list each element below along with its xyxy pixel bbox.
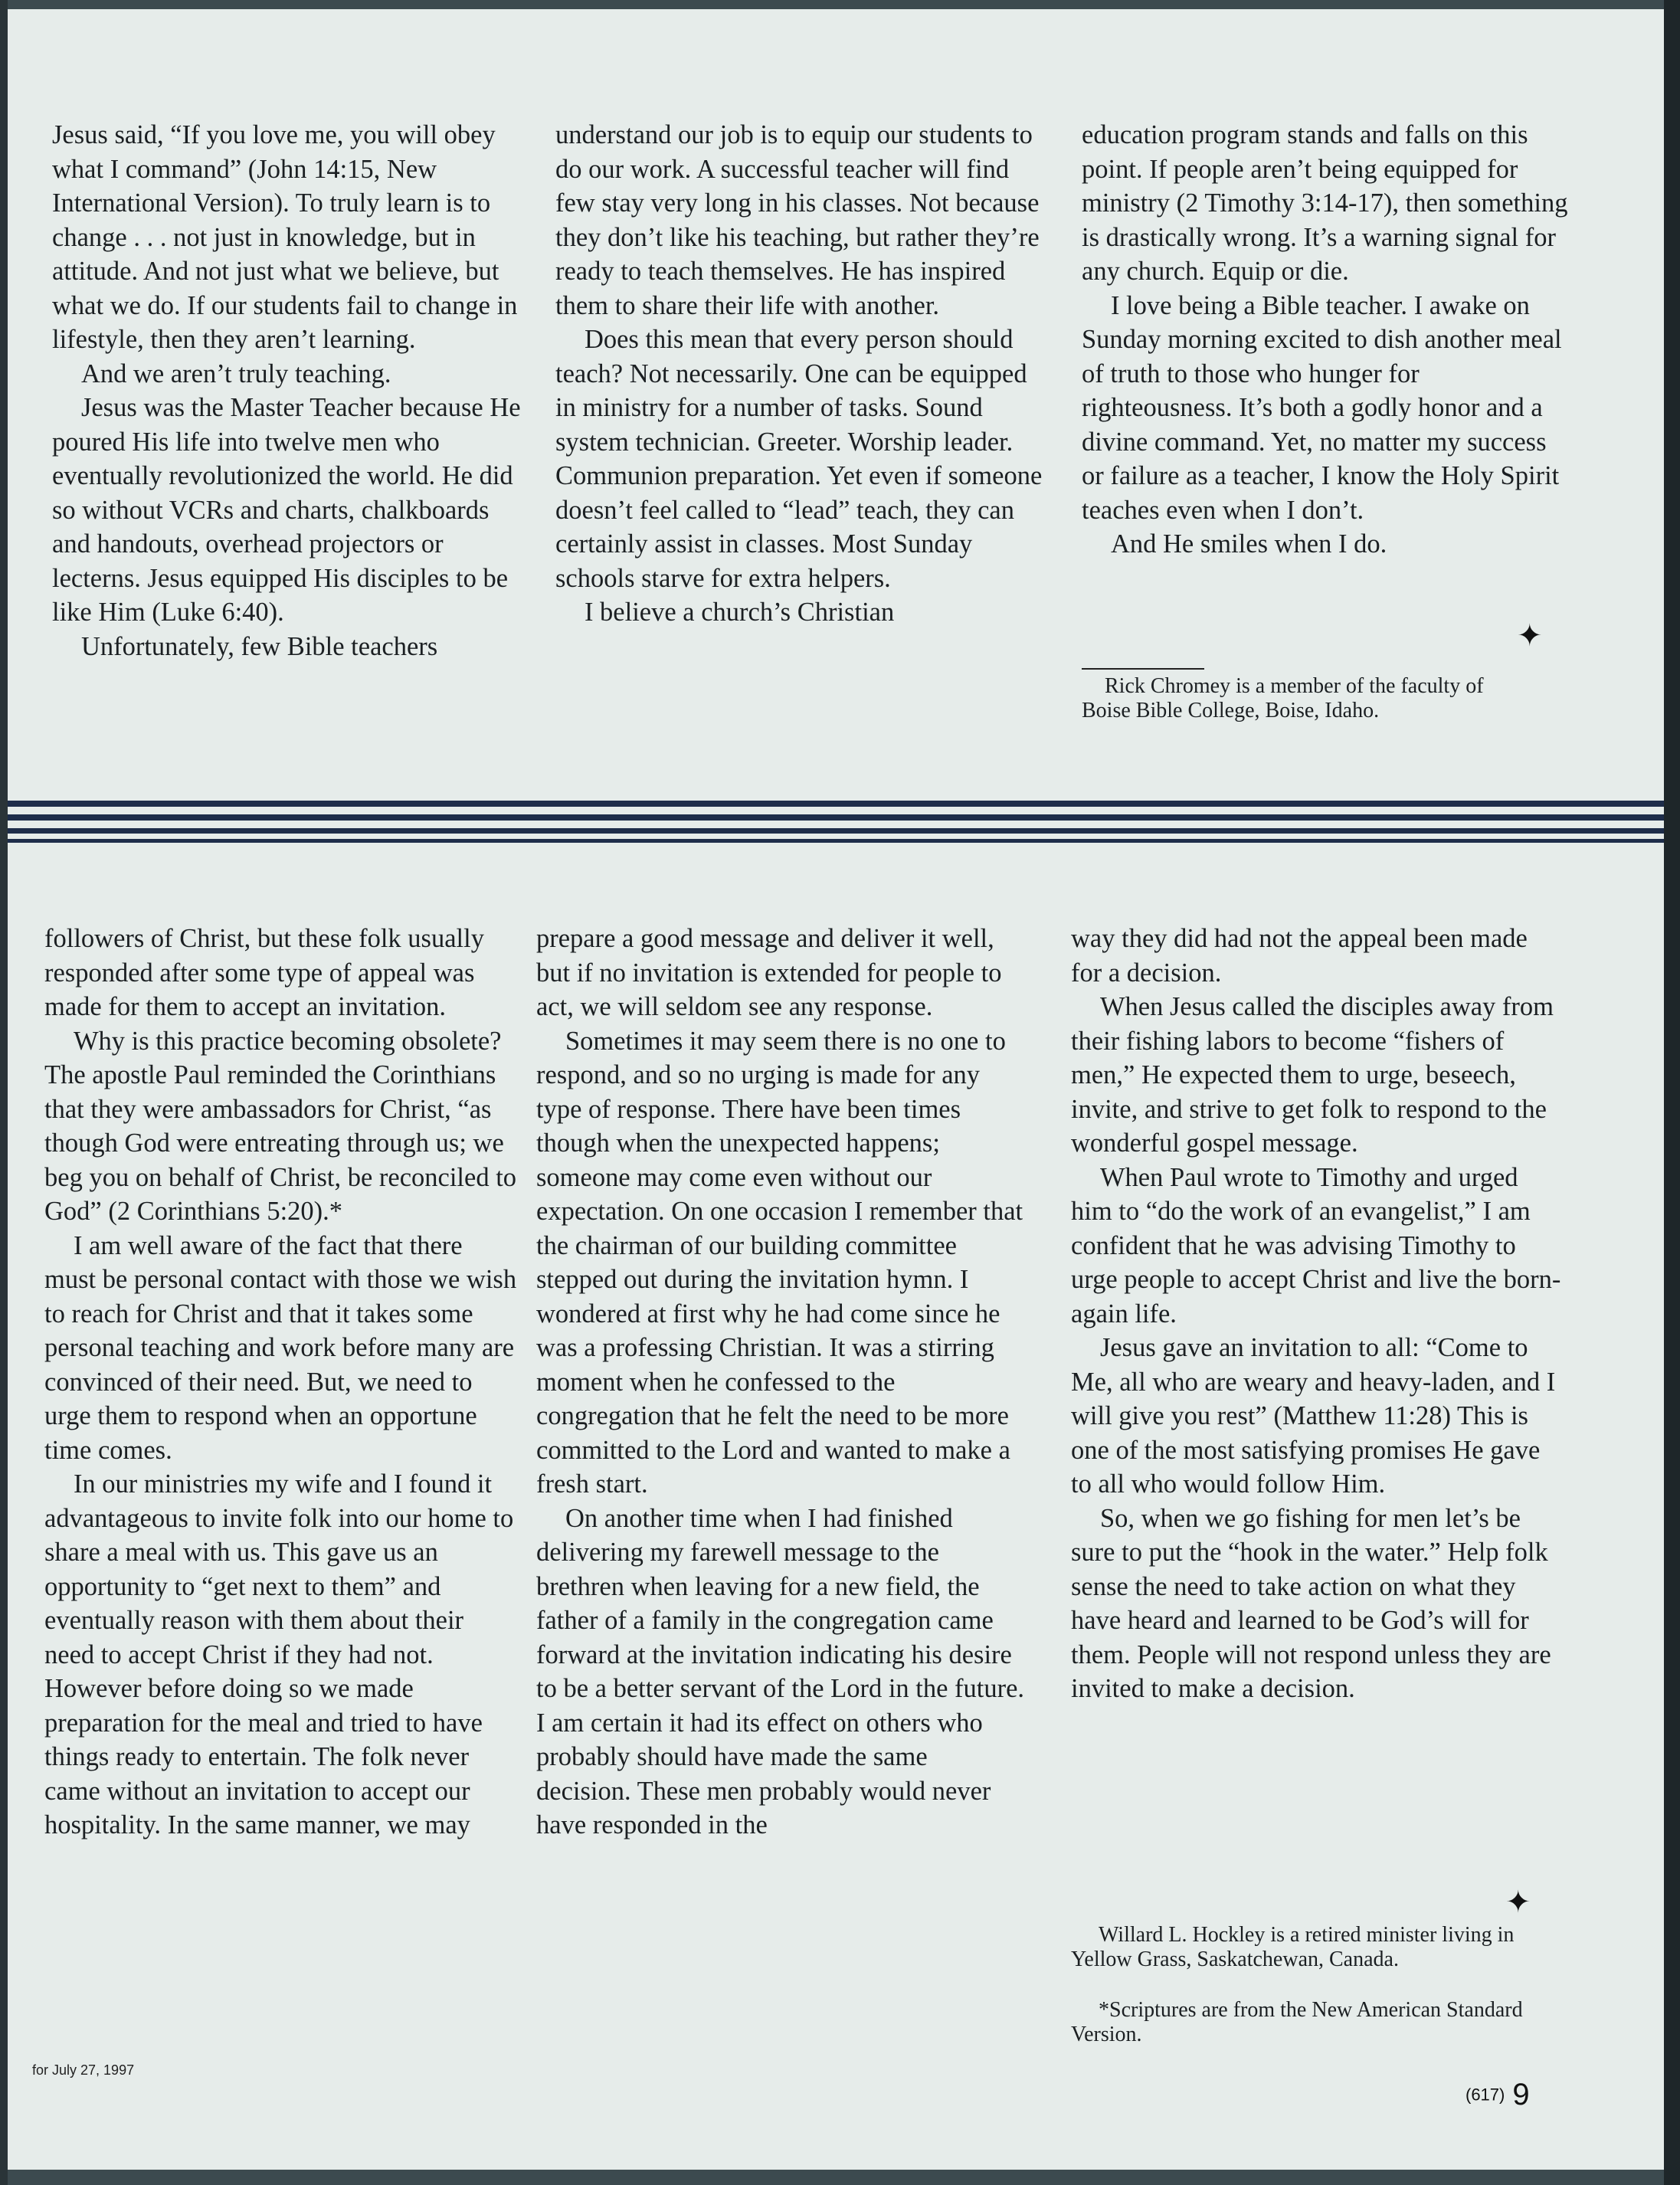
end-mark-icon: ✦: [1505, 1885, 1531, 1920]
bio-divider: [1082, 668, 1204, 670]
section-divider: [8, 801, 1664, 847]
page-gutter-shadow: [0, 0, 8, 2185]
paragraph: Does this mean that every person should teach? Not necessarily. One can be equipped in ministry for a number of tasks. Sound system technician. Greeter. Worship leader. Communion preparation. Yet even if someone doesn’t feel called to “lead” teach, they can certainly assist in classes. Most Sunday schools starve for extra helpers.: [555, 325, 1043, 593]
paragraph: On another time when I had finished delivering my farewell message to the brethren when leaving for a new field, the father of a family in the congregation came forward at the invitation indicating his desire to be a better servant of the Lord in the future. I am certain it had its effect on others who probably should have made the same decision. These men probably would never have responded in the: [536, 1503, 1025, 1839]
paragraph: Unfortunately, few Bible teachers: [80, 631, 438, 661]
scripture-footnote: *Scriptures are from the New American Standard Version.: [1071, 1998, 1523, 2046]
paragraph: education program stands and falls on this point. If people aren’t being equipped for ministry (2 Timothy 3:14-17), then something is drastically wrong. It’s a warning signal for any church. Equip or die.: [1082, 120, 1568, 286]
paragraph: And He smiles when I do.: [1110, 529, 1387, 559]
paragraph: Why is this practice becoming obsolete? The apostle Paul reminded the Corinthians that they were ambassadors for Christ, “as though God were entreating through us; we beg you on behalf of Christ, be reconciled to God” (2 Corinthians 5:20).*: [44, 1026, 517, 1226]
paragraph: I love being a Bible teacher. I awake on Sunday morning excited to dish another meal of truth to those who hunger for righteousness. It’s both a godly honor and a divine command. Yet, no matter my success or failure as a teacher, I know the Holy Spirit teaches even when I don’t.: [1082, 290, 1562, 525]
article-bottom-column-2: [536, 922, 1027, 1843]
article-bottom-column-3: [1071, 922, 1561, 1706]
paragraph: Sometimes it may seem there is no one to respond, and so no urging is made for any type of response. There have been times though when the unexpected happens; someone may come even without our expectation. On one occasion I remember that the chairman of our building committee stepped out during the invitation hymn. I wondered at first why he had come since he was a professing Christian. It was a stirring moment when he confessed to the congregation that he felt the need to be more committed to the Lord and wanted to make a fresh start.: [536, 1026, 1023, 1499]
author-bio-bottom: Willard L. Hockley is a retired minister living in Yellow Grass, Saskatchewan, Canada.: [1071, 1923, 1515, 1971]
author-bio-top: Rick Chromey is a member of the faculty of Boise Bible College, Boise, Idaho.: [1082, 674, 1484, 722]
page-number: 9: [1512, 2078, 1530, 2111]
paragraph: In our ministries my wife and I found it advantageous to invite folk into our home to share a meal with us. This gave us an opportunity to “get next to them” and eventually reason with them about their need to accept Christ if they had not. However before doing so we made preparation for the meal and tried to have things ready to entertain. The folk never came without an invitation to accept our hospitality. In the same manner, we may: [44, 1469, 514, 1839]
paragraph: I believe a church’s Christian: [584, 598, 895, 627]
issue-date: for July 27, 1997: [32, 2062, 135, 2078]
folio-code: (617): [1465, 2085, 1505, 2105]
paragraph: So, when we go fishing for men let’s be sure to put the “hook in the water.” Help folk sense the need to take action on what they have heard and learned to be God’s will for them. People will not respond unless they are invited to make a decision.: [1071, 1503, 1551, 1703]
page-folio: [1465, 2078, 1530, 2112]
paragraph: When Paul wrote to Timothy and urged him to “do the work of an evangelist,” I am confident that he was advising Timothy to urge people to accept Christ and live the born-again life.: [1071, 1162, 1561, 1328]
article-top-column-3: [1082, 118, 1572, 562]
paragraph: followers of Christ, but these folk usually responded after some type of appeal was made for them to accept an invitation.: [44, 924, 484, 1021]
paragraph: Jesus was the Master Teacher because He poured His life into twelve men who eventually revolutionized the world. He did so without VCRs and charts, chalkboards and handouts, overhead projectors or lecterns. Jesus equipped His disciples to be like Him (Luke 6:40).: [52, 393, 521, 627]
paragraph: Jesus said, “If you love me, you will obey what I command” (John 14:15, New International Version). To truly learn is to change . . . not just in knowledge, but in attitude. And not just what we believe, but what we do. If our students fail to change in lifestyle, then they aren’t learning.: [52, 120, 518, 354]
paragraph: And we aren’t truly teaching.: [80, 359, 391, 388]
magazine-page: [8, 9, 1664, 2170]
page-edge-shadow: [1664, 0, 1680, 2185]
paragraph: Jesus gave an invitation to all: “Come to Me, all who are weary and heavy-laden, and I will give you rest” (Matthew 11:28) This is one of the most satisfying promises He gave to all who would follow Him.: [1071, 1333, 1556, 1499]
article-bottom-column-1: [44, 922, 519, 1843]
paragraph: When Jesus called the disciples away from their fishing labors to become “fishers of men,” He expected them to urge, beseech, invite, and strive to get folk to respond to the wonderful gospel message.: [1071, 992, 1554, 1158]
article-top-column-2: [555, 118, 1046, 630]
paragraph: understand our job is to equip our students to do our work. A successful teacher will find few stay very long in his classes. Not because they don’t like his teaching, but rather they’re ready to teach themselves. He has inspired them to share their life with another.: [555, 120, 1040, 320]
paragraph: I am well aware of the fact that there must be personal contact with those we wish to reach for Christ and that it takes some personal teaching and work before many are convinced of their need. But, we need to urge them to respond when an opportune time comes.: [44, 1230, 517, 1465]
paragraph: way they did had not the appeal been made for a decision.: [1071, 924, 1528, 988]
article-top-column-1: [52, 118, 527, 663]
end-mark-icon: ✦: [1517, 618, 1543, 654]
paragraph: prepare a good message and deliver it well, but if no invitation is extended for people to act, we will seldom see any response.: [536, 924, 1002, 1021]
